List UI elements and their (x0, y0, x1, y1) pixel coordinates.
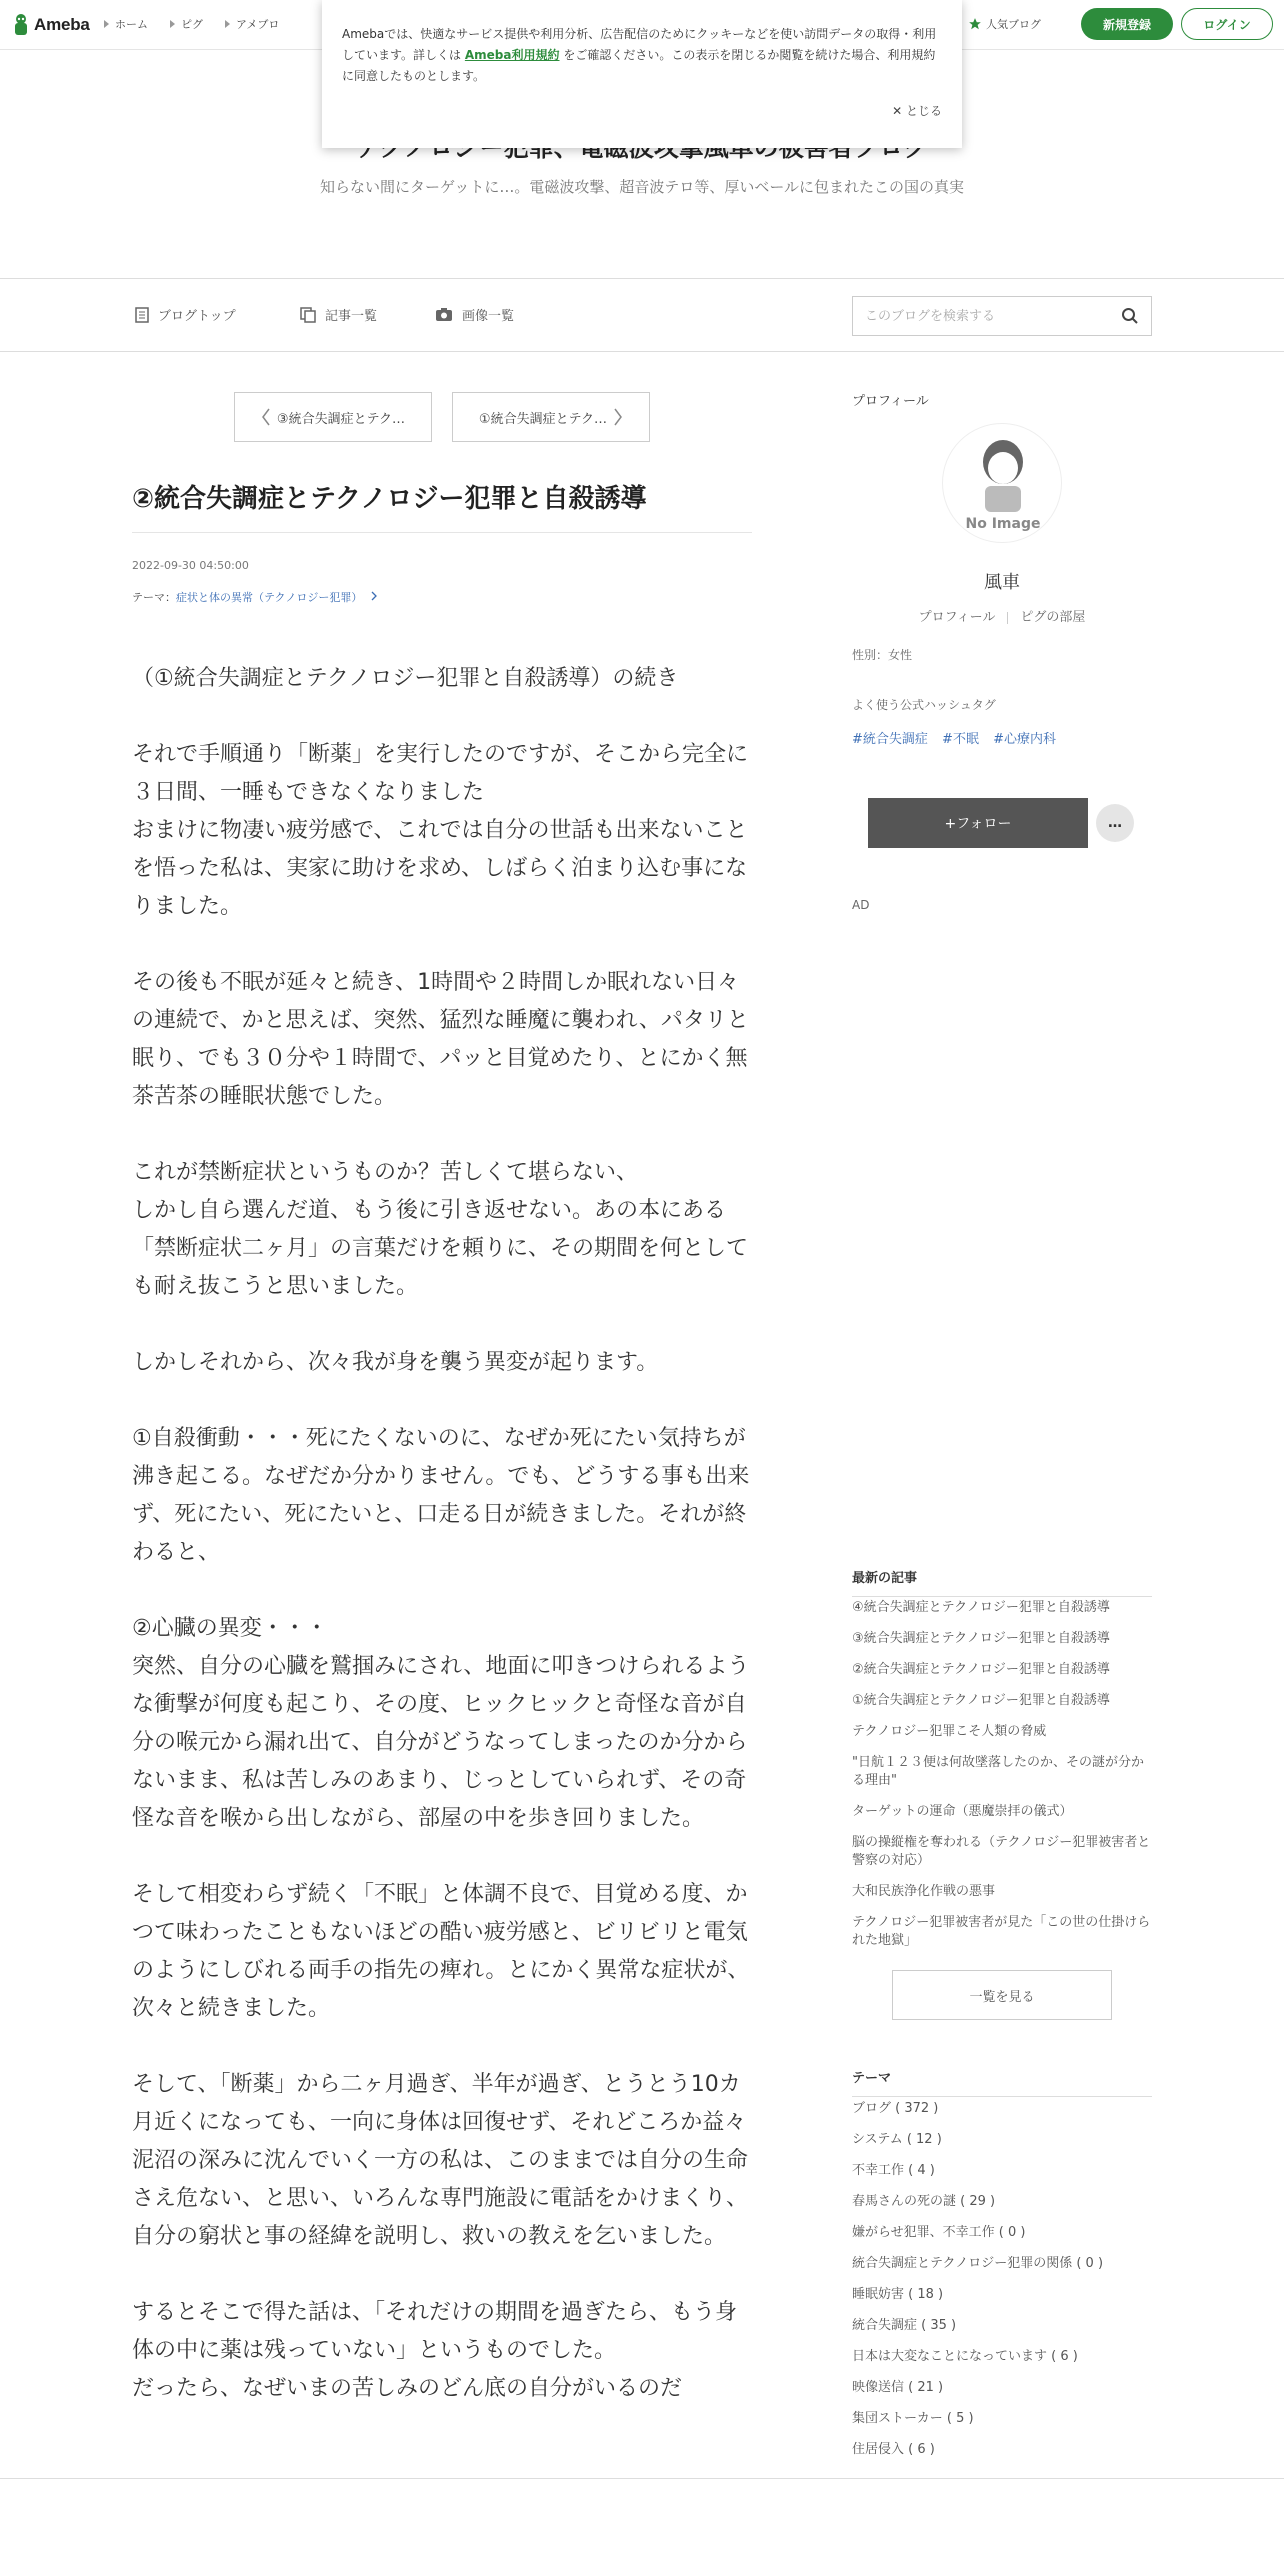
theme-link[interactable]: 春馬さんの死の謎 ( 29 ) (852, 2194, 996, 2209)
login-button[interactable]: ログイン (1181, 8, 1273, 40)
hashtag-heading: よく使う公式ハッシュタグ (852, 698, 996, 712)
article-paragraph: それで手順通り「断薬」を実行したのですが、そこから完全に３日間、一睡もできなくなりました おまけに物凄い疲労感で、これでは自分の世話も出来ないことを悟った私は、実家に助けを求め、しばらく泊まり込む事になりました。 (132, 742, 749, 919)
article-paragraph: ①自殺衝動・・・死にたくないのに、なぜか死にたい気持ちが沸き起こる。なぜだか分かりません。でも、どうする事も出来ず、死にたい、死にたいと、口走る日が続きました。それが終わると、 (132, 1426, 750, 1565)
blog-nav (0, 278, 1284, 352)
blog-search (852, 296, 1152, 336)
logo-text: Ameba (34, 15, 90, 34)
theme-link[interactable]: 統合失調症とテクノロジー犯罪の関係 ( 0 ) (852, 2256, 1104, 2271)
nav-home[interactable]: ホーム (104, 16, 148, 32)
copy-icon (300, 307, 316, 323)
terms-link[interactable]: Ameba利用規約 (464, 48, 560, 62)
article-theme: テーマ：症状と体の異常（テクノロジー犯罪） (132, 589, 378, 605)
document-icon (135, 307, 149, 323)
footer-divider (0, 2478, 1284, 2479)
triangle-icon (170, 20, 175, 28)
nav-ameblo[interactable]: アメブロ (225, 16, 279, 32)
star-icon (968, 17, 982, 31)
nav-article-list[interactable]: 記事一覧 (300, 305, 377, 324)
chevron-left-icon (261, 407, 271, 427)
article-paragraph: そして、「断薬」から二ヶ月過ぎ、半年が過ぎ、とうとう10カ月近くになっても、一向に身体は回復せず、それどころか益々泥沼の深みに沈んでいく一方の私は、このままでは自分の生命さえ危ない、と思い、いろんな専門施設に電話をかけまくり、自分の窮状と事の経緯を説明し、救いの教えを乞いました。 (132, 2072, 749, 2249)
article-date: 2022-09-30 04:50:00 (132, 559, 249, 572)
theme-link[interactable]: システム ( 12 ) (852, 2132, 942, 2147)
more-options-button[interactable]: … (1096, 804, 1134, 842)
blog-search-input[interactable] (853, 297, 1113, 335)
chevron-right-icon (613, 407, 623, 427)
recent-articles-heading: 最新の記事 (852, 1567, 1152, 1597)
profile-heading: プロフィール (852, 394, 929, 409)
follow-button[interactable]: +フォロー (868, 798, 1088, 848)
hashtag-link[interactable]: #不眠 (942, 732, 979, 747)
nav-blog-top[interactable]: ブログトップ (135, 305, 236, 324)
no-image-label: No Image (965, 516, 1041, 532)
see-all-articles-button[interactable]: 一覧を見る (892, 1970, 1112, 2020)
divider (132, 532, 752, 533)
theme-link[interactable]: 映像送信 ( 21 ) (852, 2380, 944, 2395)
article-title: ②統合失調症とテクノロジー犯罪と自殺誘導 (132, 484, 647, 514)
ad-label: AD (852, 898, 870, 912)
hashtag-link[interactable]: #心療内科 (993, 732, 1056, 747)
article-paragraph: ②心臓の異変・・・ 突然、自分の心臓を鷲掴みにされ、地面に叩きつけられるような衝撃が何度も起こり、その度、ヒックヒックと奇怪な音が自分の喉元から漏れ出て、自分がどうなってしまったのか分からないまま、私は苦しみのあまり、じっとしていられず、その奇怪な音を喉から出しながら、部屋の中を歩き回りました。 (132, 1616, 750, 1831)
camera-icon (435, 307, 453, 322)
theme-link[interactable]: 不幸工作 ( 4 ) (852, 2163, 935, 2178)
theme-heading: テーマ (852, 2067, 1152, 2097)
profile-links (852, 606, 1152, 625)
article-paragraph: そして相変わらず続く「不眠」と体調不良で、目覚める度、かつて味わったこともないほどの酷い疲労感と、ビリビリと電気のようにしびれる両手の指先の痺れ。とにかく異常な症状が、次々と続きました。 (132, 1882, 750, 2021)
article-paragraph: これが禁断症状というものか？苦しくて堪らない、 しかし自ら選んだ道、もう後に引き返せない。あの本にある「禁断症状二ヶ月」の言葉だけを頼りに、その期間を何としても耐え抜こうと思いました。 (132, 1160, 749, 1299)
theme-link[interactable]: 睡眠妨害 ( 18 ) (852, 2287, 944, 2302)
recent-article-link[interactable]: ①統合失調症とテクノロジー犯罪と自殺誘導 (852, 1693, 1110, 1708)
profile-name[interactable]: 風車 (984, 572, 1020, 593)
theme-link[interactable]: 統合失調症 ( 35 ) (852, 2318, 957, 2333)
theme-link[interactable]: 日本は大変なことになっています ( 6 ) (852, 2349, 1078, 2364)
nav-pigg[interactable]: ピグ (170, 16, 203, 32)
recent-article-link[interactable]: "日航１２３便は何故墜落したのか、その謎が分かる理由" (852, 1755, 1144, 1788)
article-paragraph: （①統合失調症とテクノロジー犯罪と自殺誘導）の続き (132, 666, 679, 691)
theme-link[interactable]: 集団ストーカー ( 5 ) (852, 2411, 974, 2426)
profile-link[interactable]: プロフィール (918, 610, 996, 625)
recent-article-link[interactable]: テクノロジー犯罪こそ人類の脅威 (852, 1724, 1047, 1739)
chevron-right-icon (370, 591, 378, 601)
article-body (132, 660, 758, 2446)
recent-article-link[interactable]: ④統合失調症とテクノロジー犯罪と自殺誘導 (852, 1600, 1110, 1615)
theme-link[interactable]: 嫌がらせ犯罪、不幸工作 ( 0 ) (852, 2225, 1026, 2240)
theme-link[interactable]: ブログ ( 372 ) (852, 2101, 939, 2116)
recent-article-link[interactable]: テクノロジー犯罪被害者が見た「この世の仕掛けられた地獄」 (852, 1915, 1151, 1948)
ameba-logo[interactable] (12, 12, 90, 38)
recent-article-link[interactable]: ②統合失調症とテクノロジー犯罪と自殺誘導 (852, 1662, 1110, 1677)
nav-image-list[interactable]: 画像一覧 (435, 305, 514, 324)
hashtag-link[interactable]: #統合失調症 (852, 732, 928, 747)
ameba-mascot-icon (12, 13, 30, 37)
triangle-icon (225, 20, 230, 28)
recent-articles-list (852, 1599, 1152, 1963)
theme-link[interactable]: 症状と体の異常（テクノロジー犯罪） (176, 591, 363, 604)
avatar[interactable] (942, 423, 1062, 543)
profile-gender: 性別：女性 (852, 648, 913, 662)
pig-room-link[interactable]: ピグの部屋 (1020, 610, 1086, 625)
divider (1007, 612, 1008, 624)
theme-link[interactable]: 住居侵入 ( 6 ) (852, 2442, 935, 2457)
close-icon: ✕ (892, 104, 903, 118)
prev-article-button[interactable]: ③統合失調症とテク… (234, 392, 432, 442)
article-paragraph: その後も不眠が延々と続き、1時間や２時間しか眠れない日々の連続で、かと思えば、突然、猛烈な睡魔に襲われ、パタリと眠り、でも３０分や１時間で、パッと目覚めたり、とにかく無茶苦茶の睡眠状態でした。 (132, 970, 749, 1109)
triangle-icon (104, 20, 109, 28)
cookie-banner (322, 0, 962, 148)
cookie-text: Amebaでは、快適なサービス提供や利用分析、広告配信のためにクッキーなどを使い訪問データの取得・利用しています。詳しくは Ameba利用規約 をご確認ください。この表示を閉じるか閲覧を続けた場合、利用規約に同意したものとします。 (342, 27, 937, 83)
hashtag-list (852, 728, 1152, 747)
recent-article-link[interactable]: 脳の操縦権を奪われる（テクノロジー犯罪被害者と警察の対応） (852, 1835, 1151, 1868)
search-icon[interactable] (1121, 307, 1139, 325)
cookie-close-button[interactable]: ✕ とじる (892, 104, 942, 118)
next-article-button[interactable]: ①統合失調症とテク… (452, 392, 650, 442)
blog-description: 知らない間にターゲットに…。電磁波攻撃、超音波テロ等、厚いベールに包まれたこの国の真実 (319, 178, 965, 196)
article-paragraph: するとそこで得た話は、「それだけの期間を過ぎたら、もう身体の中に薬は残っていない」というものでした。 だったら、なぜいまの苦しみのどん底の自分がいるのだ (132, 2300, 738, 2401)
article-paragraph: しかしそれから、次々我が身を襲う異変が起ります。 (132, 1350, 659, 1375)
signup-button[interactable]: 新規登録 (1081, 8, 1173, 40)
recent-article-link[interactable]: ターゲットの運命（悪魔崇拝の儀式） (852, 1804, 1073, 1819)
popular-blogs-link[interactable]: 人気ブログ (968, 16, 1041, 32)
theme-list (852, 2100, 1152, 2472)
global-nav (104, 16, 279, 32)
recent-article-link[interactable]: 大和民族浄化作戦の悪事 (852, 1884, 996, 1899)
recent-article-link[interactable]: ③統合失調症とテクノロジー犯罪と自殺誘導 (852, 1631, 1110, 1646)
